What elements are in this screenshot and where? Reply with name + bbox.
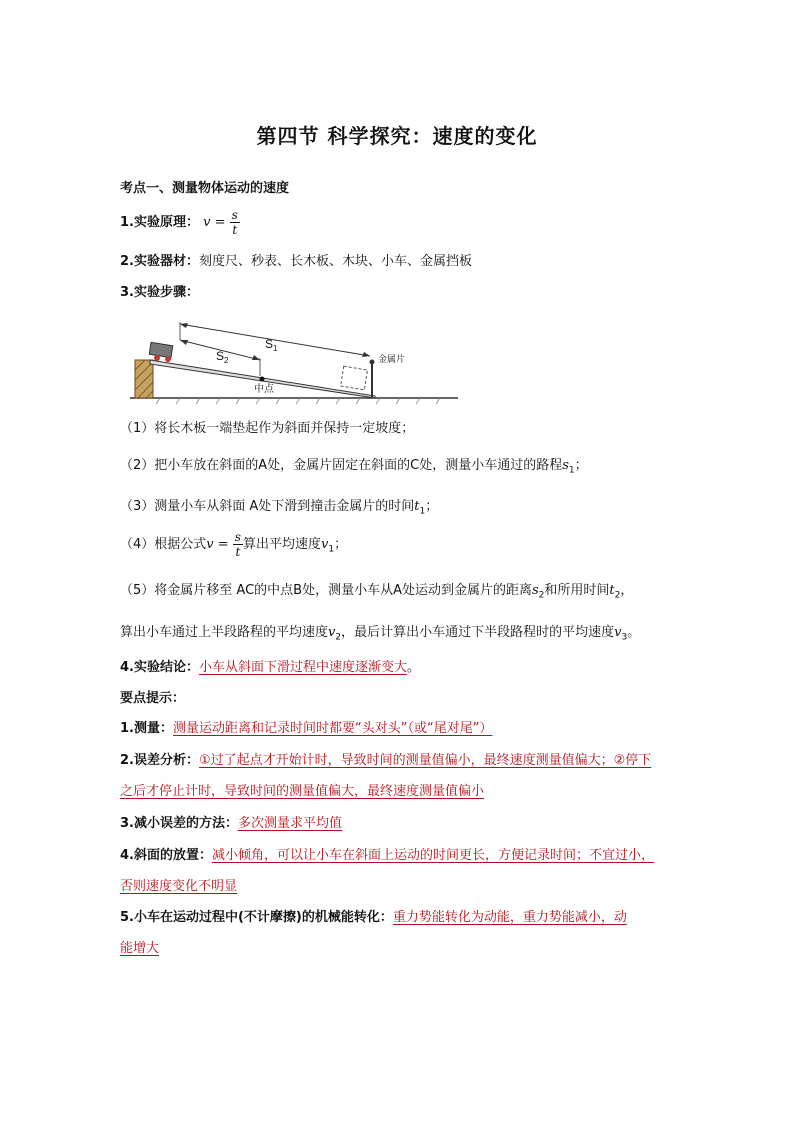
tip-4-text-1: 减小倾角，可以让小车在斜面上运动的时间更长，方便记录时间；不宜过小，: [211, 848, 654, 863]
step-4-end: ；: [334, 537, 348, 552]
tip-5-text-1: 重力势能转化为动能，重力势能减小，动: [392, 910, 627, 925]
car-wheel: [165, 356, 171, 362]
step-3-text: （3）测量小车从斜面 A处下滑到撞击金属片的时间: [120, 499, 415, 514]
step-5-sub2: 2: [614, 590, 621, 601]
step-3-sub: 1: [419, 506, 426, 517]
fraction-denominator: t: [235, 545, 241, 559]
step-5-f: 。: [627, 625, 641, 640]
tips-label: 要点提示：: [120, 691, 186, 706]
tip-5-line-2: [120, 940, 159, 958]
s2-label: $S_2$: [216, 349, 229, 365]
step-5-var3: v: [328, 625, 336, 640]
equipment-line: [120, 253, 472, 271]
step-2: [120, 457, 588, 480]
equipment-label: 2.实验器材：: [120, 254, 199, 269]
tip-5-line-1: [120, 909, 627, 927]
principle-line: [120, 208, 240, 237]
step-4-pre: （4）根据公式: [120, 537, 207, 552]
car-end-outline: [341, 366, 368, 390]
tip-1-label: 1.测量：: [120, 721, 173, 736]
step-4-var: v: [320, 537, 329, 552]
tip-3: [120, 815, 342, 833]
step-4-lhs: v =: [206, 537, 229, 552]
wood-block: [135, 360, 153, 398]
tip-1-text: 测量运动距离和记录时间时都要“头对头”（或“尾对尾”）: [172, 721, 493, 736]
tip-3-text: 多次测量求平均值: [237, 816, 342, 831]
step-5-sub3: 2: [335, 632, 342, 643]
step-3-var: t: [414, 499, 420, 514]
step-4-sub: 1: [328, 544, 335, 555]
step-5-line-2: [120, 624, 640, 647]
step-4-fraction: [233, 530, 243, 559]
tip-4-label: 4.斜面的放置：: [120, 848, 212, 863]
tip-2-text-2: 之后才停止计时，导致时间的测量值偏大，最终速度测量值偏小: [120, 784, 485, 799]
midpoint-label: 中点: [254, 384, 274, 395]
s1-label: $S_1$: [265, 337, 278, 353]
section-heading: 考点一、测量物体运动的速度: [120, 181, 290, 196]
metal-plate-label: 金属片: [378, 355, 406, 365]
step-2-sub: 1: [568, 465, 575, 476]
step-5-var1: s: [531, 583, 539, 598]
step-4-mid: 算出平均速度: [242, 537, 321, 552]
step-5-a: （5）将金属片移至 AC的中点B处，测量小车从A处运动到金属片的距离: [120, 583, 532, 598]
equipment-text: 刻度尺、秒表、长木板、木块、小车、金属挡板: [198, 254, 472, 269]
tip-2-line-2: [120, 783, 484, 801]
step-2-end: ；: [574, 458, 588, 473]
step-5-sub4: 3: [621, 632, 628, 643]
conclusion-label: 4.实验结论：: [120, 660, 199, 675]
step-5-var2: t: [609, 583, 615, 598]
incline-diagram: [130, 318, 460, 408]
page-title: 第四节 科学探究：速度的变化: [256, 124, 538, 148]
steps-label: 3.实验步骤：: [120, 285, 199, 300]
step-2-var: s: [562, 458, 569, 473]
tip-5-text-2: 能增大: [120, 941, 160, 956]
step-1: （1）将长木板一端垫起作为斜面并保持一定坡度；: [120, 421, 415, 436]
midpoint-dot: [260, 377, 265, 382]
step-5-d: 算出小车通过上半段路程的平均速度: [120, 625, 329, 640]
conclusion-text: 小车从斜面下滑过程中速度逐渐变大: [198, 660, 407, 675]
step-5-sub1: 2: [538, 590, 545, 601]
tip-1: [120, 720, 492, 738]
step-3-end: ；: [425, 499, 439, 514]
step-5-var4: v: [614, 625, 622, 640]
tip-3-label: 3.减小误差的方法：: [120, 816, 238, 831]
tip-4-text-2: 否则速度变化不明显: [120, 879, 238, 894]
step-2-text: （2）把小车放在斜面的A处，金属片固定在斜面的C处，测量小车通过的路程: [120, 458, 563, 473]
fraction-numerator: s: [231, 208, 238, 222]
tip-2-line-1: [120, 752, 651, 770]
principle-label: 1.实验原理：: [120, 215, 199, 230]
tip-2-label: 2.误差分析：: [120, 753, 199, 768]
car-wheel: [154, 355, 160, 361]
tip-4-line-2: [120, 878, 237, 896]
step-5-line-1: [120, 582, 633, 605]
step-4: [120, 530, 347, 559]
metal-plate-top: [370, 360, 375, 365]
toy-car: [149, 342, 173, 357]
fraction-denominator: t: [232, 223, 238, 237]
fraction-numerator: s: [234, 530, 241, 544]
conclusion-line: [120, 659, 420, 677]
step-5-b: 和所用时间: [544, 583, 610, 598]
principle-fraction: [230, 208, 240, 237]
tip-5-label: 5.小车在运动过程中(不计摩擦)的机械能转化：: [120, 910, 393, 925]
step-5-e: ，最后计算出小车通过下半段路程时的平均速度: [341, 625, 615, 640]
step-3: [120, 498, 438, 521]
ground-hatch: [156, 398, 440, 404]
step-5-c: ，: [620, 583, 634, 598]
tip-4-line-1: [120, 847, 654, 865]
principle-lhs: v =: [203, 215, 226, 230]
tip-2-text-1: ①过了起点才开始计时，导致时间的测量值偏小，最终速度测量值偏大；②停下: [198, 753, 652, 768]
conclusion-end: 。: [407, 660, 421, 675]
